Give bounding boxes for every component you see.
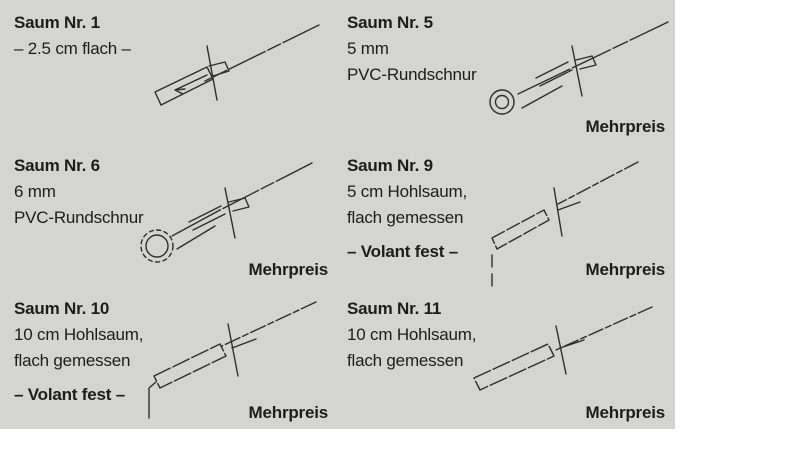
panel-text	[347, 153, 467, 265]
seam-detail: 5 cm Hohlsaum,	[347, 182, 468, 201]
panel-saum-1	[0, 0, 338, 143]
flat-hem-sketch	[145, 20, 325, 115]
surcharge-label: Mehrpreis	[248, 260, 328, 279]
round-cord-hem-sketch	[470, 18, 675, 118]
volant-note: – Volant fest –	[14, 385, 125, 404]
panel-text	[14, 10, 131, 62]
panel-text	[347, 10, 476, 88]
surcharge-label: Mehrpreis	[585, 260, 665, 279]
panel-saum-10	[0, 286, 338, 429]
panel-text	[14, 296, 143, 408]
seam-detail: flach gemessen	[347, 351, 464, 370]
seam-detail: flach gemessen	[347, 208, 464, 227]
seam-detail: – 2.5 cm flach –	[14, 39, 131, 58]
seam-title: Saum Nr. 5	[347, 13, 433, 32]
round-cord-hem-dashed-sketch	[125, 158, 320, 270]
seam-title: Saum Nr. 6	[14, 156, 100, 175]
seam-detail: PVC-Rundschnur	[347, 65, 477, 84]
hollow-hem-sketch	[460, 302, 660, 397]
seam-detail: 6 mm	[14, 182, 56, 201]
seam-detail: 5 mm	[347, 39, 389, 58]
panel-saum-9	[338, 143, 675, 286]
surcharge-label: Mehrpreis	[585, 403, 665, 422]
seam-detail: 10 cm Hohlsaum,	[347, 325, 477, 344]
panel-saum-11	[338, 286, 675, 429]
panel-text	[347, 296, 476, 374]
surcharge-label: Mehrpreis	[248, 403, 328, 422]
seam-title: Saum Nr. 10	[14, 299, 110, 318]
seam-detail: flach gemessen	[14, 351, 131, 370]
panel-saum-5	[338, 0, 675, 143]
seam-detail: 10 cm Hohlsaum,	[14, 325, 144, 344]
surcharge-label: Mehrpreis	[585, 117, 665, 136]
seam-title: Saum Nr. 11	[347, 299, 442, 318]
seam-detail: PVC-Rundschnur	[14, 208, 144, 227]
volant-note: – Volant fest –	[347, 242, 458, 261]
hollow-hem-volant-solid-sketch	[140, 296, 320, 420]
panel-saum-6	[0, 143, 338, 286]
seam-title: Saum Nr. 1	[14, 13, 100, 32]
seam-title: Saum Nr. 9	[347, 156, 433, 175]
